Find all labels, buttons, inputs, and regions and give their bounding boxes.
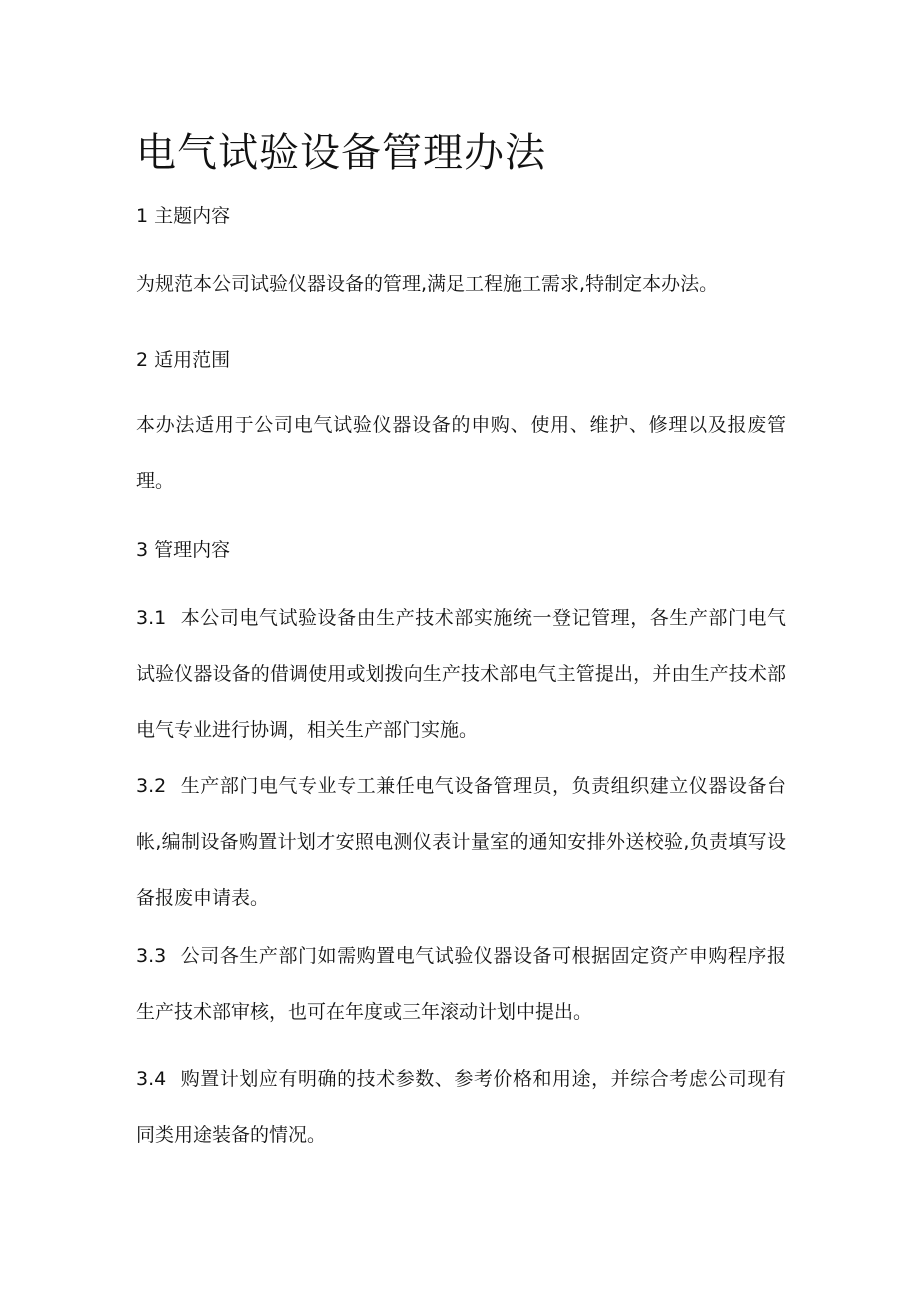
paragraph-text: 本办法适用于公司电气试验仪器设备的申购、使用、维护、修理以及报废管理。: [136, 414, 786, 492]
clause-number: 3.2: [136, 775, 167, 797]
clause-3-1: [136, 590, 786, 758]
clause-text: 生产部门电气专业专工兼任电气设备管理员，负责组织建立仪器设备台帐,编制设备购置计划才安照电测仪表计量室的通知安排外送校验,负责填写设备报废申请表。: [136, 775, 786, 909]
section-heading-3: 3 管理内容: [136, 539, 231, 561]
clause-3-4: [136, 1051, 786, 1163]
section-heading-2: 2 适用范围: [136, 349, 231, 371]
clause-3-3: [136, 928, 786, 1040]
clause-number: 3.1: [136, 607, 167, 629]
paragraph-scope-purpose: [136, 256, 786, 312]
clause-text: 购置计划应有明确的技术参数、参考价格和用途，并综合考虑公司现有同类用途装备的情况。: [136, 1068, 786, 1146]
clause-text: 本公司电气试验设备由生产技术部实施统一登记管理，各生产部门电气试验仪器设备的借调使用或划拨向生产技术部电气主管提出，并由生产技术部电气专业进行协调，相关生产部门实施。: [136, 607, 786, 741]
paragraph-text: 为规范本公司试验仪器设备的管理,满足工程施工需求,特制定本办法。: [136, 273, 719, 295]
clause-number: 3.3: [136, 945, 167, 967]
paragraph-applicability: [136, 397, 786, 509]
section-heading-1: 1 主题内容: [136, 205, 231, 227]
clause-number: 3.4: [136, 1068, 167, 1090]
clause-text: 公司各生产部门如需购置电气试验仪器设备可根据固定资产申购程序报生产技术部审核，也可在年度或三年滚动计划中提出。: [136, 945, 786, 1023]
document-title: 电气试验设备管理办法: [136, 130, 546, 176]
clause-3-2: [136, 758, 786, 926]
